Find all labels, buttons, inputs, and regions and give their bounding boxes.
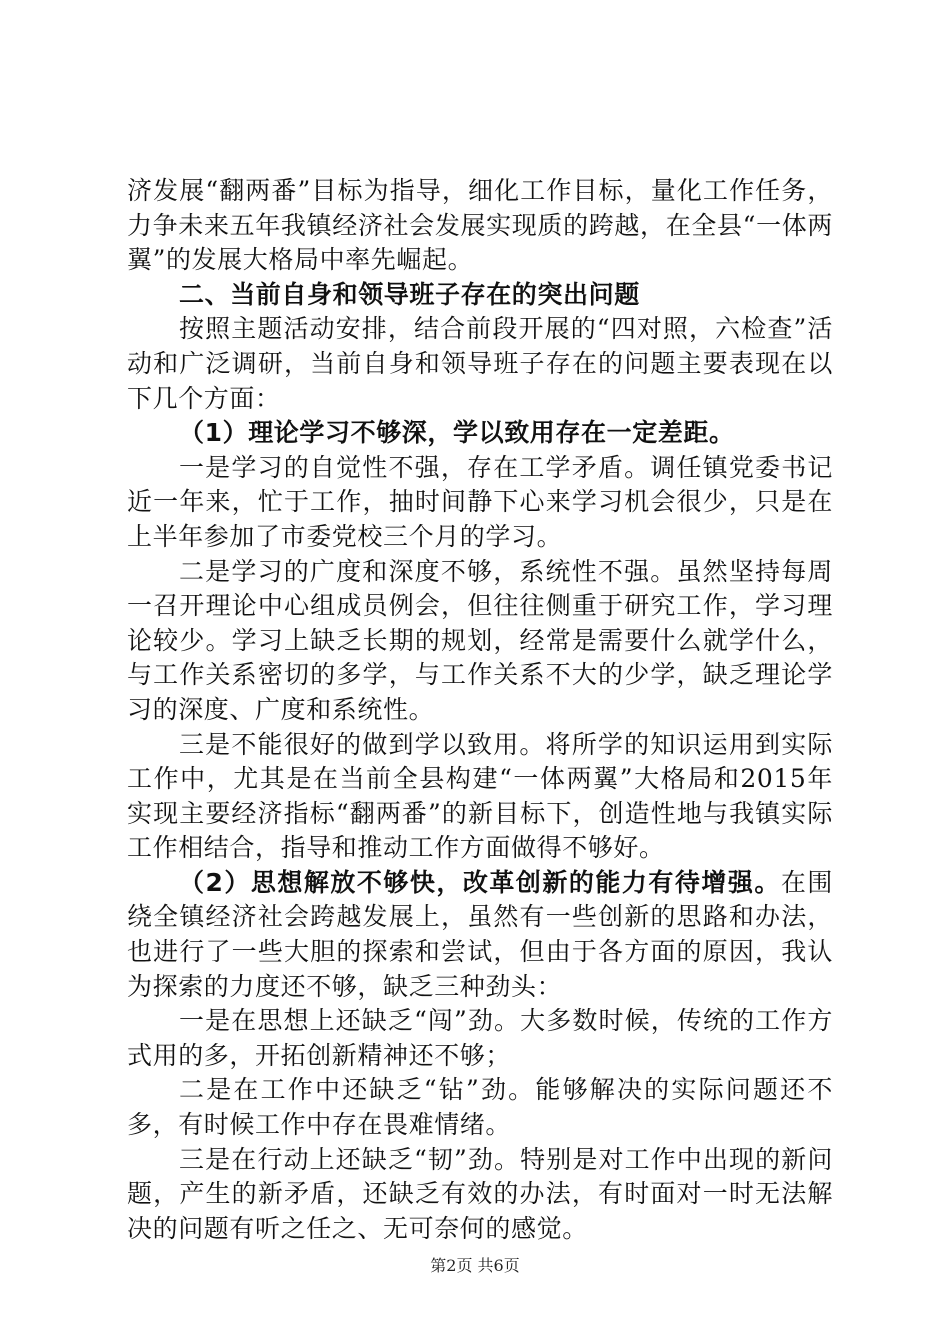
subsection-2-text: 在围绕全镇经济社会跨越发展上，虽然有一些创新的思路和办法，也进行了一些大胆的探索和尝试，但由于各方面的原因，我认为探索的力度还不够，缺乏三种劲头： (127, 867, 834, 1001)
paragraph-point-2-2: 二是在工作中还缺乏“钻”劲。能够解决的实际问题还不多，有时候工作中存在畏难情绪。 (127, 1075, 833, 1140)
paragraph-point-1-3: 三是不能很好的做到学以致用。将所学的知识运用到实际工作中，尤其是在当前全县构建“一体两翼”大格局和2015年实现主要经济指标“翻两番”的新目标下，创造性地与我镇实际工作相结合，指导和推动工作方面做得不够好。 (127, 729, 833, 863)
subsection-paragraph-2 (127, 866, 833, 1004)
paragraph-point-1-2: 二是学习的广度和深度不够，系统性不强。虽然坚持每周一召开理论中心组成员例会，但往往侧重于研究工作，学习理论较少。学习上缺乏长期的规划，经常是需要什么就学什么，与工作关系密切的多学，与工作关系不大的少学，缺乏理论学习的深度、广度和系统性。 (127, 556, 833, 724)
document-body (127, 174, 833, 1246)
paragraph-point-2-1: 一是在思想上还缺乏“闯”劲。大多数时候，传统的工作方式用的多，开拓创新精神还不够； (127, 1006, 833, 1070)
paragraph-intro: 按照主题活动安排，结合前段开展的“四对照，六检查”活动和广泛调研，当前自身和领导班子存在的问题主要表现在以下几个方面： (127, 314, 833, 413)
paragraph-point-2-3: 三是在行动上还缺乏“韧”劲。特别是对工作中出现的新问题，产生的新矛盾，还缺乏有效的办法，有时面对一时无法解决的问题有听之任之、无可奈何的感觉。 (127, 1144, 833, 1243)
page-number-footer: 第2页 共6页 (430, 1256, 520, 1275)
paragraph-continuation: 济发展“翻两番”目标为指导，细化工作目标，量化工作任务，力争未来五年我镇经济社会发展实现质的跨越，在全县“一体两翼”的发展大格局中率先崛起。 (127, 176, 833, 275)
section-heading: 二、当前自身和领导班子存在的突出问题 (179, 279, 640, 309)
subsection-heading-2: （2）思想解放不够快，改革创新的能力有待增强。 (179, 867, 781, 897)
paragraph-point-1-1: 一是学习的自觉性不强，存在工学矛盾。调任镇党委书记近一年来，忙于工作，抽时间静下心来学习机会很少，只是在上半年参加了市委党校三个月的学习。 (127, 452, 833, 551)
subsection-heading-1: （1）理论学习不够深，学以致用存在一定差距。 (179, 418, 735, 448)
